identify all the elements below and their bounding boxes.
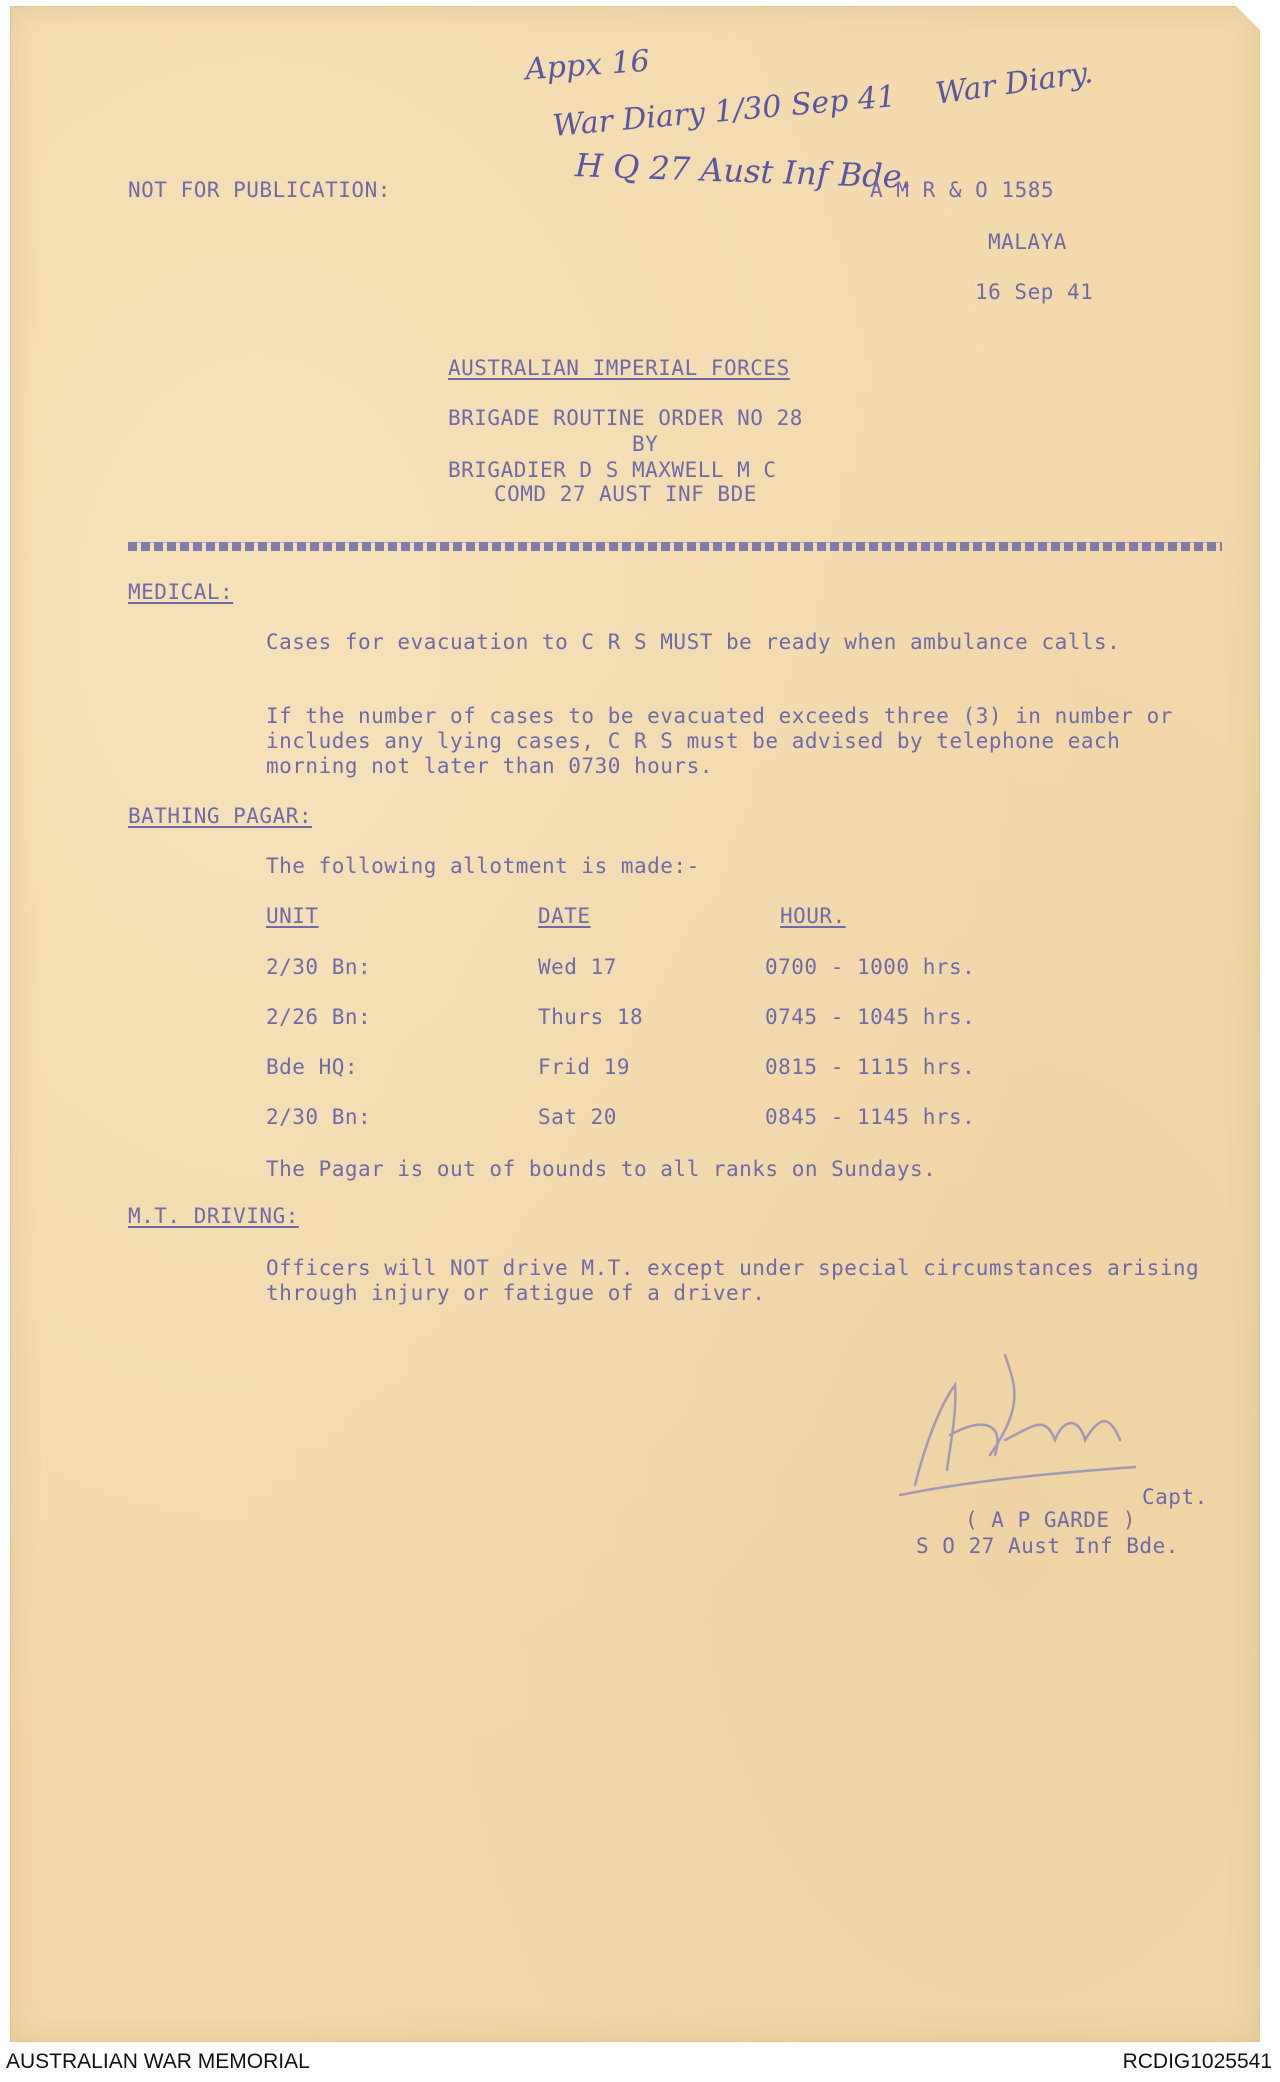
table-cell-date: Sat 20 [538, 1105, 617, 1129]
place: MALAYA [988, 230, 1067, 254]
table-cell-unit: 2/30 Bn: [266, 955, 372, 979]
table-cell-date: Frid 19 [538, 1055, 631, 1079]
table-cell-hour: 0845 - 1145 hrs. [765, 1105, 976, 1129]
bathing-note: The Pagar is out of bounds to all ranks on Sundays. [266, 1157, 937, 1181]
table-cell-hour: 0700 - 1000 hrs. [765, 955, 976, 979]
signature-appointment: S O 27 Aust Inf Bde. [916, 1534, 1179, 1558]
handwritten-signature [895, 1345, 1145, 1500]
medical-paragraph-2: If the number of cases to be evacuated exceeds three (3) in number or includes any lying cases, C R S must be advised by telephone each morning not later than 0730 hours. [266, 704, 1173, 778]
footer-record-id: RCDIG1025541 [1122, 2050, 1272, 2073]
signature-rank: Capt. [1142, 1485, 1208, 1509]
bathing-intro: The following allotment is made:- [266, 854, 700, 878]
mt-driving-heading: M.T. DRIVING: [128, 1204, 299, 1228]
column-date: DATE [538, 904, 591, 928]
footer-archive-name: AUSTRALIAN WAR MEMORIAL [6, 2050, 310, 2073]
table-cell-unit: Bde HQ: [266, 1055, 359, 1079]
title-by: BY [632, 432, 659, 456]
torn-corner [1236, 6, 1270, 40]
bathing-heading: BATHING PAGAR: [128, 804, 313, 828]
column-unit: UNIT [266, 904, 319, 928]
handwritten-appx: Appx 16 [523, 43, 651, 88]
table-cell-hour: 0815 - 1115 hrs. [765, 1055, 976, 1079]
table-cell-unit: 2/30 Bn: [266, 1105, 372, 1129]
title-brigadier: BRIGADIER D S MAXWELL M C [448, 458, 777, 482]
dashed-divider [128, 542, 1222, 551]
not-for-publication: NOT FOR PUBLICATION: [128, 178, 391, 202]
table-cell-date: Wed 17 [538, 955, 617, 979]
title-forces: AUSTRALIAN IMPERIAL FORCES [448, 356, 790, 380]
date: 16 Sep 41 [975, 280, 1094, 304]
handwritten-unit: H Q 27 Aust Inf Bde. [574, 146, 913, 196]
column-hour: HOUR. [780, 904, 846, 928]
table-cell-date: Thurs 18 [538, 1005, 644, 1029]
signature-name: ( A P GARDE ) [965, 1508, 1136, 1532]
mt-driving-paragraph: Officers will NOT drive M.T. except under special circumstances arising through injury or fatigue of a driver. [266, 1256, 1200, 1305]
handwritten-war-diary: War Diary. [933, 55, 1096, 112]
table-cell-unit: 2/26 Bn: [266, 1005, 372, 1029]
title-comd: COMD 27 AUST INF BDE [494, 482, 757, 506]
medical-paragraph-1: Cases for evacuation to C R S MUST be ready when ambulance calls. [266, 630, 1121, 654]
handwritten-war-diary-period: War Diary 1/30 Sep 41 [551, 79, 898, 144]
title-order: BRIGADE ROUTINE ORDER NO 28 [448, 406, 803, 430]
table-cell-hour: 0745 - 1045 hrs. [765, 1005, 976, 1029]
medical-heading: MEDICAL: [128, 580, 234, 604]
reference-number: A M R & O 1585 [870, 178, 1055, 202]
